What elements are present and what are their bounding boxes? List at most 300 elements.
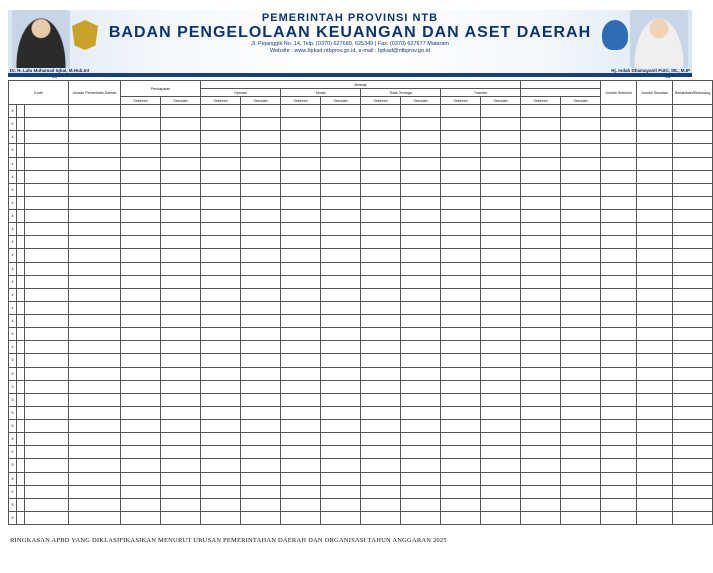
row-value-cell (521, 262, 561, 275)
row-value-cell (361, 196, 401, 209)
row-value-cell (121, 301, 161, 314)
row-value-cell (673, 315, 713, 328)
row-value-cell (481, 183, 521, 196)
row-value-cell (281, 380, 321, 393)
table-row (9, 275, 713, 288)
row-class-code: 4 (9, 288, 17, 301)
row-value-cell (241, 118, 281, 131)
row-value-cell (481, 511, 521, 524)
row-value-cell (161, 328, 201, 341)
row-value-cell (321, 406, 361, 419)
row-code-cell (17, 170, 25, 183)
header-operasi: Operasi (201, 89, 281, 97)
row-value-cell (401, 446, 441, 459)
row-value-cell (637, 393, 673, 406)
row-value-cell (361, 249, 401, 262)
row-uraian-cell (69, 380, 121, 393)
row-value-cell (441, 196, 481, 209)
row-value-cell (281, 485, 321, 498)
row-value-cell (601, 367, 637, 380)
row-value-cell (361, 341, 401, 354)
table-row (9, 170, 713, 183)
row-value-cell (481, 341, 521, 354)
row-value-cell (673, 459, 713, 472)
row-value-cell (201, 262, 241, 275)
row-value-cell (281, 433, 321, 446)
row-value-cell (637, 420, 673, 433)
row-value-cell (441, 288, 481, 301)
subheader-sesudah: Sesudah (481, 97, 521, 105)
row-class-code: 5 (9, 118, 17, 131)
header-blank (521, 81, 601, 89)
row-value-cell (601, 183, 637, 196)
row-value-cell (601, 459, 637, 472)
row-value-cell (673, 105, 713, 118)
row-value-cell (361, 262, 401, 275)
row-value-cell (201, 131, 241, 144)
row-value-cell (561, 301, 601, 314)
row-class-code: 4 (9, 157, 17, 170)
row-class-code: 5 (9, 367, 17, 380)
row-value-cell (121, 223, 161, 236)
row-value-cell (201, 170, 241, 183)
row-value-cell (637, 288, 673, 301)
row-value-cell (673, 393, 713, 406)
table-row (9, 144, 713, 157)
row-class-code: 4 (9, 328, 17, 341)
row-class-code: 4 (9, 262, 17, 275)
governor-photo (12, 10, 70, 68)
row-value-cell (521, 196, 561, 209)
row-uraian-cell (69, 354, 121, 367)
row-value-cell (673, 170, 713, 183)
row-value-cell (401, 341, 441, 354)
table-row (9, 446, 713, 459)
row-value-cell (121, 131, 161, 144)
row-value-cell (281, 131, 321, 144)
row-value-cell (601, 275, 637, 288)
row-value-cell (561, 459, 601, 472)
row-value-cell (241, 380, 281, 393)
row-value-cell (361, 118, 401, 131)
row-uraian-cell (69, 118, 121, 131)
row-value-cell (121, 328, 161, 341)
row-value-cell (561, 131, 601, 144)
row-uraian-cell (69, 485, 121, 498)
row-value-cell (401, 196, 441, 209)
row-value-cell (281, 341, 321, 354)
row-uraian-cell (69, 131, 121, 144)
row-value-cell (121, 144, 161, 157)
row-value-cell (521, 183, 561, 196)
row-value-cell (281, 236, 321, 249)
row-value-cell (601, 288, 637, 301)
row-value-cell (161, 301, 201, 314)
row-value-cell (637, 433, 673, 446)
row-value-cell (241, 275, 281, 288)
row-value-cell (441, 367, 481, 380)
row-value-cell (161, 315, 201, 328)
row-uraian-cell (69, 144, 121, 157)
row-value-cell (281, 393, 321, 406)
row-class-code: 5 (9, 498, 17, 511)
row-value-cell (321, 354, 361, 367)
row-value-cell (673, 210, 713, 223)
row-value-cell (401, 380, 441, 393)
row-value-cell (281, 446, 321, 459)
row-value-cell (637, 328, 673, 341)
row-value-cell (401, 485, 441, 498)
row-value-cell (673, 446, 713, 459)
row-value-cell (601, 249, 637, 262)
header-transfer: Transfer (441, 89, 521, 97)
table-row (9, 433, 713, 446)
row-value-cell (321, 196, 361, 209)
row-value-cell (441, 118, 481, 131)
row-value-cell (361, 315, 401, 328)
row-code-cell (25, 328, 69, 341)
row-value-cell (601, 301, 637, 314)
row-code-cell (25, 236, 69, 249)
row-value-cell (637, 511, 673, 524)
row-value-cell (401, 288, 441, 301)
row-value-cell (561, 183, 601, 196)
row-code-cell (17, 262, 25, 275)
row-value-cell (521, 105, 561, 118)
subheader-sesudah: Sesudah (561, 97, 601, 105)
row-value-cell (441, 315, 481, 328)
row-code-cell (17, 367, 25, 380)
header-modal: Modal (281, 89, 361, 97)
row-value-cell (161, 446, 201, 459)
row-code-cell (17, 315, 25, 328)
row-value-cell (481, 144, 521, 157)
row-value-cell (441, 223, 481, 236)
row-value-cell (281, 118, 321, 131)
row-value-cell (361, 275, 401, 288)
table-row (9, 393, 713, 406)
letterhead-line2: BADAN PENGELOLAAN KEUANGAN DAN ASET DAERAH (108, 24, 592, 41)
row-code-cell (25, 393, 69, 406)
row-code-cell (25, 341, 69, 354)
row-value-cell (201, 420, 241, 433)
row-value-cell (121, 380, 161, 393)
row-value-cell (561, 341, 601, 354)
row-class-code: 4 (9, 301, 17, 314)
row-value-cell (241, 328, 281, 341)
row-value-cell (637, 170, 673, 183)
row-value-cell (637, 183, 673, 196)
row-value-cell (561, 380, 601, 393)
row-code-cell (17, 288, 25, 301)
row-code-cell (25, 459, 69, 472)
table-row (9, 131, 713, 144)
row-uraian-cell (69, 446, 121, 459)
row-value-cell (481, 301, 521, 314)
row-value-cell (361, 433, 401, 446)
row-code-cell (17, 328, 25, 341)
row-class-code: 5 (9, 406, 17, 419)
row-value-cell (361, 105, 401, 118)
row-value-cell (161, 183, 201, 196)
row-code-cell (17, 380, 25, 393)
table-row (9, 262, 713, 275)
row-value-cell (401, 131, 441, 144)
row-uraian-cell (69, 472, 121, 485)
row-value-cell (521, 341, 561, 354)
row-value-cell (401, 170, 441, 183)
row-value-cell (521, 472, 561, 485)
row-value-cell (321, 144, 361, 157)
row-value-cell (601, 511, 637, 524)
table-row (9, 328, 713, 341)
row-value-cell (441, 511, 481, 524)
row-value-cell (481, 393, 521, 406)
row-value-cell (401, 249, 441, 262)
row-value-cell (281, 498, 321, 511)
row-value-cell (321, 328, 361, 341)
row-value-cell (601, 196, 637, 209)
row-value-cell (401, 393, 441, 406)
table-row (9, 210, 713, 223)
row-value-cell (241, 196, 281, 209)
row-value-cell (401, 144, 441, 157)
letterhead-band (8, 73, 692, 77)
row-value-cell (121, 236, 161, 249)
row-value-cell (361, 485, 401, 498)
row-value-cell (673, 236, 713, 249)
row-value-cell (361, 183, 401, 196)
row-code-cell (25, 131, 69, 144)
row-value-cell (561, 315, 601, 328)
row-value-cell (281, 420, 321, 433)
row-value-cell (601, 472, 637, 485)
row-value-cell (481, 433, 521, 446)
row-value-cell (673, 118, 713, 131)
row-value-cell (241, 210, 281, 223)
agency-logo-icon (602, 20, 628, 50)
row-value-cell (201, 341, 241, 354)
row-value-cell (161, 262, 201, 275)
row-value-cell (521, 249, 561, 262)
row-value-cell (121, 341, 161, 354)
row-value-cell (121, 433, 161, 446)
row-value-cell (561, 275, 601, 288)
row-value-cell (281, 105, 321, 118)
row-value-cell (361, 459, 401, 472)
row-value-cell (281, 262, 321, 275)
row-value-cell (441, 262, 481, 275)
row-code-cell (25, 315, 69, 328)
row-value-cell (321, 315, 361, 328)
row-value-cell (521, 275, 561, 288)
row-value-cell (673, 131, 713, 144)
row-class-code: 4 (9, 223, 17, 236)
row-value-cell (241, 341, 281, 354)
row-value-cell (241, 131, 281, 144)
row-value-cell (321, 157, 361, 170)
row-value-cell (521, 446, 561, 459)
row-value-cell (521, 157, 561, 170)
header-pendapatan: Pendapatan (121, 81, 201, 97)
row-code-cell (25, 498, 69, 511)
row-value-cell (201, 210, 241, 223)
row-value-cell (361, 236, 401, 249)
row-value-cell (601, 170, 637, 183)
row-code-cell (17, 236, 25, 249)
row-code-cell (17, 301, 25, 314)
row-value-cell (601, 157, 637, 170)
row-value-cell (637, 157, 673, 170)
row-value-cell (121, 354, 161, 367)
row-value-cell (241, 301, 281, 314)
row-value-cell (201, 236, 241, 249)
row-value-cell (241, 472, 281, 485)
row-value-cell (361, 131, 401, 144)
row-value-cell (637, 459, 673, 472)
row-uraian-cell (69, 170, 121, 183)
row-value-cell (401, 275, 441, 288)
row-value-cell (673, 341, 713, 354)
row-value-cell (401, 118, 441, 131)
row-value-cell (121, 472, 161, 485)
row-code-cell (17, 393, 25, 406)
row-uraian-cell (69, 433, 121, 446)
row-value-cell (637, 498, 673, 511)
row-value-cell (601, 433, 637, 446)
row-value-cell (121, 498, 161, 511)
row-class-code: 5 (9, 380, 17, 393)
row-code-cell (17, 511, 25, 524)
row-value-cell (481, 236, 521, 249)
row-value-cell (241, 354, 281, 367)
row-value-cell (673, 249, 713, 262)
row-class-code: 5 (9, 446, 17, 459)
row-code-cell (25, 118, 69, 131)
row-value-cell (481, 288, 521, 301)
row-code-cell (25, 183, 69, 196)
row-value-cell (121, 249, 161, 262)
row-value-cell (281, 183, 321, 196)
row-code-cell (17, 105, 25, 118)
row-value-cell (673, 301, 713, 314)
row-value-cell (201, 498, 241, 511)
row-value-cell (601, 328, 637, 341)
row-value-cell (561, 236, 601, 249)
row-value-cell (521, 420, 561, 433)
row-code-cell (17, 118, 25, 131)
row-value-cell (637, 196, 673, 209)
vice-governor-photo (630, 10, 688, 68)
row-value-cell (401, 433, 441, 446)
row-uraian-cell (69, 210, 121, 223)
row-value-cell (673, 433, 713, 446)
table-row (9, 511, 713, 524)
row-value-cell (361, 144, 401, 157)
table-row (9, 196, 713, 209)
row-value-cell (481, 459, 521, 472)
row-value-cell (481, 223, 521, 236)
row-value-cell (481, 275, 521, 288)
row-value-cell (637, 406, 673, 419)
row-value-cell (673, 485, 713, 498)
row-value-cell (673, 275, 713, 288)
row-value-cell (321, 210, 361, 223)
row-code-cell (17, 498, 25, 511)
letterhead-address: Jl. Pejanggik No. 14, Telp. (0370) 627689, 625349 | Fax. (0370) 627677 Mataram (251, 41, 449, 47)
row-value-cell (241, 393, 281, 406)
row-value-cell (121, 393, 161, 406)
row-value-cell (441, 433, 481, 446)
row-class-code: 4 (9, 275, 17, 288)
row-value-cell (441, 341, 481, 354)
table-row (9, 118, 713, 131)
row-uraian-cell (69, 288, 121, 301)
row-value-cell (161, 341, 201, 354)
row-value-cell (561, 157, 601, 170)
row-value-cell (321, 105, 361, 118)
row-code-cell (25, 511, 69, 524)
row-code-cell (17, 210, 25, 223)
row-code-cell (25, 223, 69, 236)
row-value-cell (441, 249, 481, 262)
subheader-sebelum: Sebelum (281, 97, 321, 105)
row-value-cell (241, 170, 281, 183)
row-class-code: 5 (9, 105, 17, 118)
row-class-code: 4 (9, 131, 17, 144)
row-value-cell (201, 485, 241, 498)
row-code-cell (17, 196, 25, 209)
row-value-cell (321, 472, 361, 485)
row-class-code: 5 (9, 511, 17, 524)
governor-name: Dr. H. Lalu Muhamad Iqbal, M.Hub.Int (10, 68, 90, 73)
row-value-cell (161, 131, 201, 144)
row-uraian-cell (69, 262, 121, 275)
row-value-cell (361, 511, 401, 524)
row-value-cell (441, 144, 481, 157)
row-value-cell (321, 341, 361, 354)
row-uraian-cell (69, 328, 121, 341)
table-row (9, 249, 713, 262)
row-value-cell (673, 420, 713, 433)
row-code-cell (17, 472, 25, 485)
subheader-sesudah: Sesudah (241, 97, 281, 105)
row-value-cell (561, 511, 601, 524)
row-value-cell (601, 354, 637, 367)
row-code-cell (25, 262, 69, 275)
row-value-cell (281, 275, 321, 288)
row-value-cell (201, 183, 241, 196)
row-value-cell (521, 301, 561, 314)
table-row (9, 459, 713, 472)
row-code-cell (17, 183, 25, 196)
row-value-cell (673, 157, 713, 170)
row-uraian-cell (69, 341, 121, 354)
row-value-cell (281, 328, 321, 341)
subheader-sesudah: Sesudah (401, 97, 441, 105)
row-value-cell (673, 328, 713, 341)
row-value-cell (321, 393, 361, 406)
row-code-cell (25, 367, 69, 380)
row-value-cell (401, 498, 441, 511)
row-value-cell (321, 262, 361, 275)
row-value-cell (637, 380, 673, 393)
subheader-sebelum: Sebelum (521, 97, 561, 105)
row-value-cell (281, 196, 321, 209)
row-value-cell (361, 380, 401, 393)
row-value-cell (441, 157, 481, 170)
row-value-cell (637, 472, 673, 485)
